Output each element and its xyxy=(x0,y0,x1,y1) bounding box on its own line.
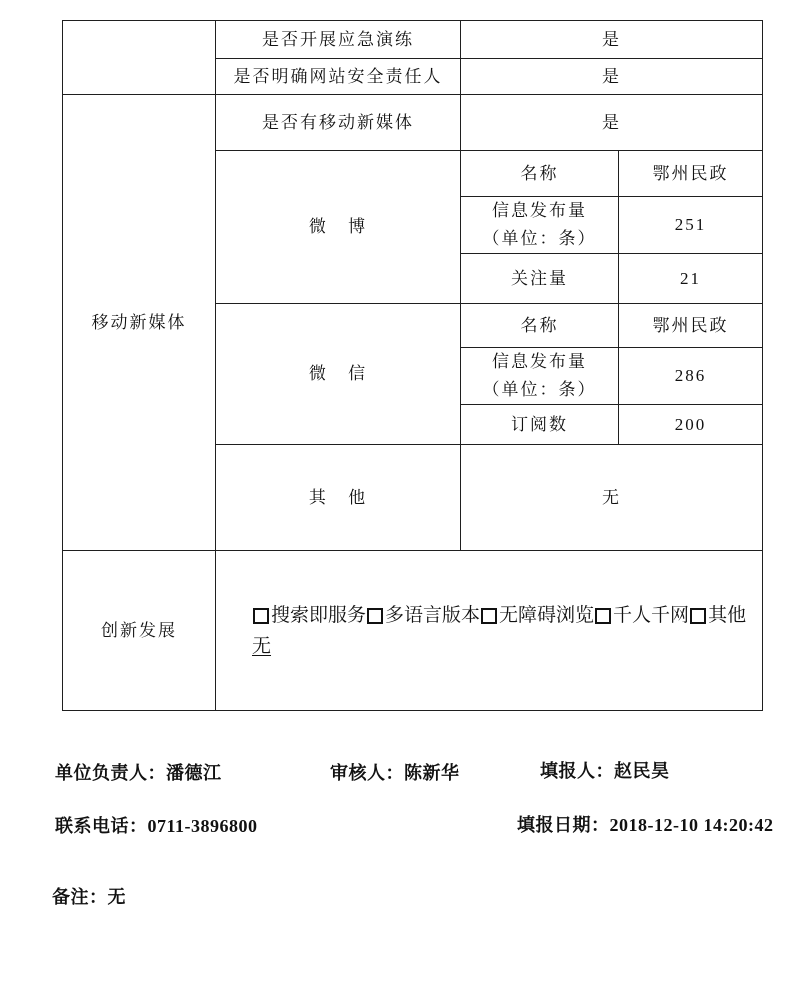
filler xyxy=(540,760,670,782)
contact-phone-value: 0711-3896800 xyxy=(147,816,258,836)
option-label-other: 其他 xyxy=(708,604,747,626)
remark-value: 无 xyxy=(107,887,126,907)
wechat-posts-label-line1: 信息发布量 xyxy=(492,352,587,371)
contact-phone xyxy=(55,815,258,837)
weibo-followers-value: 21 xyxy=(619,254,763,304)
option-label-search-service: 搜索即服务 xyxy=(271,604,367,626)
wechat-subscribers-label: 订阅数 xyxy=(461,405,619,445)
checkbox-accessibility xyxy=(481,608,497,624)
has-mobile-media-value: 是 xyxy=(461,95,763,151)
weibo-posts-label-line1: 信息发布量 xyxy=(492,201,587,220)
report-date-label: 填报日期： xyxy=(517,815,610,835)
innovation-other-line xyxy=(252,631,762,662)
option-label-multilingual: 多语言版本 xyxy=(385,604,481,626)
wechat-name-value: 鄂州民政 xyxy=(619,304,763,348)
innovation-content xyxy=(216,551,763,711)
innovation-options xyxy=(252,600,762,631)
wechat-subscribers-value: 200 xyxy=(619,405,763,445)
report-table xyxy=(62,20,763,711)
filler-value: 赵民昊 xyxy=(614,761,670,781)
table-row xyxy=(63,95,763,151)
innovation-section-label: 创新发展 xyxy=(63,551,216,711)
unit-head xyxy=(55,762,222,784)
weibo-posts-value: 251 xyxy=(619,197,763,254)
option-label-accessibility: 无障碍浏览 xyxy=(499,604,595,626)
weibo-label: 微 博 xyxy=(216,151,461,304)
report-date-value: 2018-12-10 14:20:42 xyxy=(609,815,774,835)
filler-label: 填报人： xyxy=(540,761,614,781)
innovation-other-text: 无 xyxy=(252,635,272,657)
has-mobile-media-label: 是否有移动新媒体 xyxy=(216,95,461,151)
wechat-posts-label-line2: （单位：条） xyxy=(482,380,597,399)
wechat-posts-value: 286 xyxy=(619,348,763,405)
drill-label: 是否开展应急演练 xyxy=(216,21,461,59)
weibo-name-value: 鄂州民政 xyxy=(619,151,763,197)
wechat-posts-label xyxy=(461,348,619,405)
wechat-label: 微 信 xyxy=(216,304,461,445)
remark-label: 备注： xyxy=(52,887,108,907)
drill-value: 是 xyxy=(461,21,763,59)
checkbox-other xyxy=(690,608,706,624)
remark xyxy=(52,886,126,908)
weibo-followers-label: 关注量 xyxy=(461,254,619,304)
security-owner-value: 是 xyxy=(461,59,763,95)
mobile-media-section-label: 移动新媒体 xyxy=(63,95,216,551)
option-label-personalized: 千人千网 xyxy=(613,604,690,626)
table-row xyxy=(63,551,763,711)
weibo-name-label: 名称 xyxy=(461,151,619,197)
checkbox-search-service xyxy=(253,608,269,624)
table-row xyxy=(63,21,763,59)
weibo-posts-label-line2: （单位：条） xyxy=(482,229,597,248)
blank-cell xyxy=(63,21,216,95)
unit-head-value: 潘德江 xyxy=(166,763,222,783)
checkbox-personalized xyxy=(595,608,611,624)
other-media-value: 无 xyxy=(461,445,763,551)
reviewer-label: 审核人： xyxy=(330,763,404,783)
reviewer xyxy=(330,762,460,784)
other-media-label: 其 他 xyxy=(216,445,461,551)
weibo-posts-label xyxy=(461,197,619,254)
unit-head-label: 单位负责人： xyxy=(55,763,166,783)
checkbox-multilingual xyxy=(367,608,383,624)
wechat-name-label: 名称 xyxy=(461,304,619,348)
reviewer-value: 陈新华 xyxy=(404,763,460,783)
security-owner-label: 是否明确网站安全责任人 xyxy=(216,59,461,95)
report-date xyxy=(517,814,773,836)
contact-phone-label: 联系电话： xyxy=(55,816,148,836)
